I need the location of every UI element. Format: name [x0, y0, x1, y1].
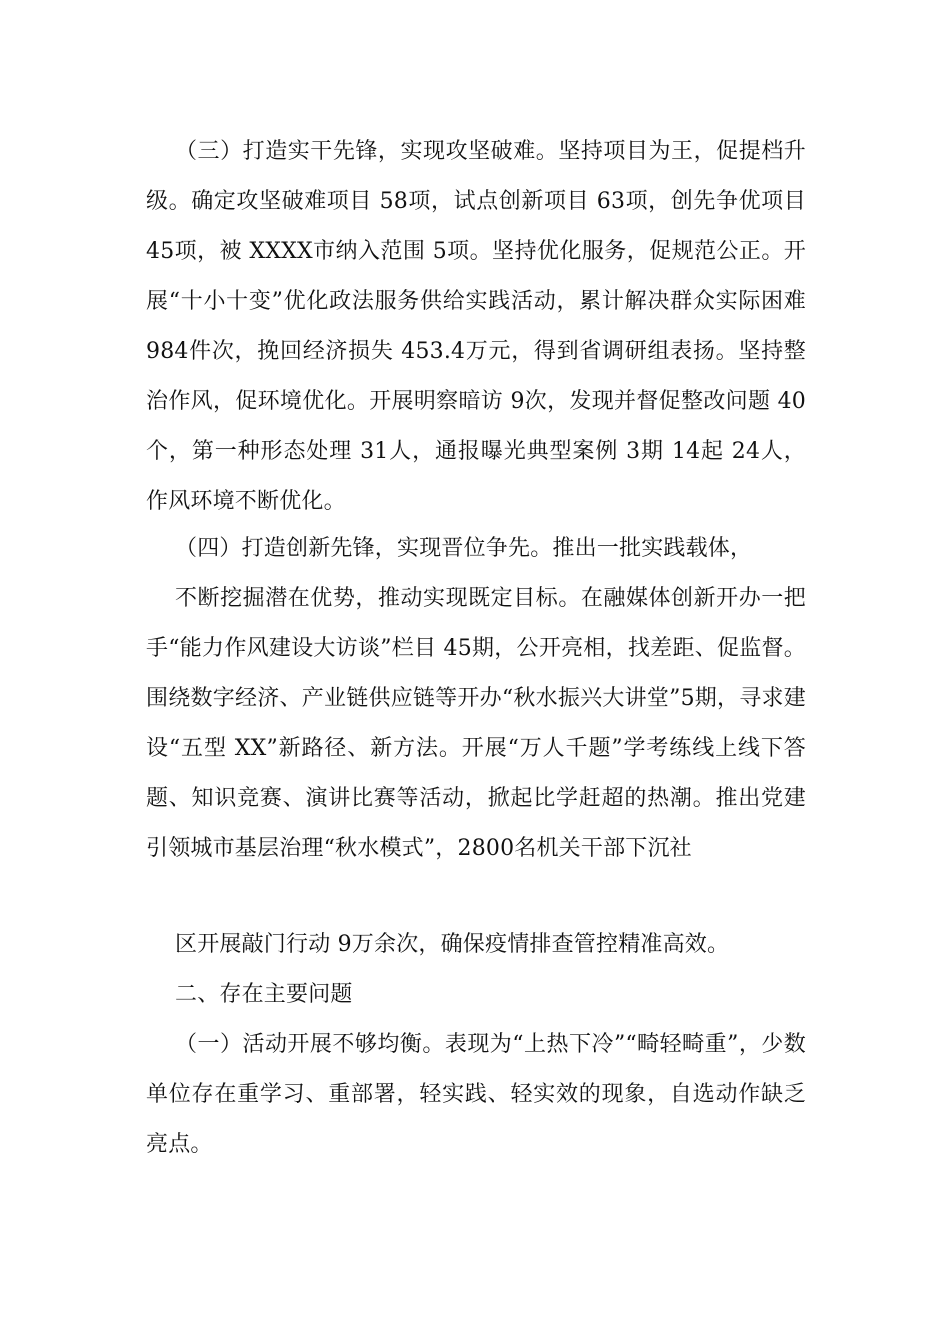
paragraph-section-three: （三）打造实干先锋，实现攻坚破难。坚持项目为王，促提档升级。确定攻坚破难项目 58项，试点创新项目 63项，创先争优项目 45项，被 XXXX市纳入范围 5项。坚持优化服务，促规范公正。开展“十小十变”优化政法服务供给实践活动，累计解决群众实际困难 984件次，挽回经济损失 453.4万元，得到省调研组表扬。坚持整治作风，促环境优化。开展明察暗访 9次，发现并督促整改问题 40个，第一种形态处理 31人，通报曝光典型案例 3期 14起 24人，作风环境不断优化。	[146, 139, 806, 514]
heading-main-problems: 二、存在主要问题	[175, 982, 353, 1007]
paragraph-problem-one: （一）活动开展不够均衡。表现为“上热下冷”“畸轻畸重”，少数单位存在重学习、重部署，轻实践、轻实效的现象，自选动作缺乏亮点。	[146, 1032, 806, 1157]
lower-text-block	[146, 920, 806, 1170]
section-four-heading-block	[146, 524, 806, 574]
paragraph-section-four-body: 不断挖掘潜在优势，推动实现既定目标。在融媒体创新开办一把手“能力作风建设大访谈”栏目 45期，公开亮相，找差距、促监督。围绕数字经济、产业链供应链等开办“秋水振兴大讲堂”5期，寻求建设“五型 XX”新路径、新方法。开展“万人千题”学考练线上线下答题、知识竞赛、演讲比赛等活动，掀起比学赶超的热潮。推出党建引领城市基层治理“秋水模式”，2800名机关干部下沉社	[146, 586, 806, 861]
section-three-block	[146, 127, 806, 527]
section-four-body-block	[146, 574, 806, 874]
paragraph-door-knocking: 区开展敲门行动 9万余次，确保疫情排查管控精准高效。	[175, 932, 730, 957]
paragraph-section-four-heading: （四）打造创新先锋，实现晋位争先。推出一批实践载体，	[175, 536, 753, 561]
